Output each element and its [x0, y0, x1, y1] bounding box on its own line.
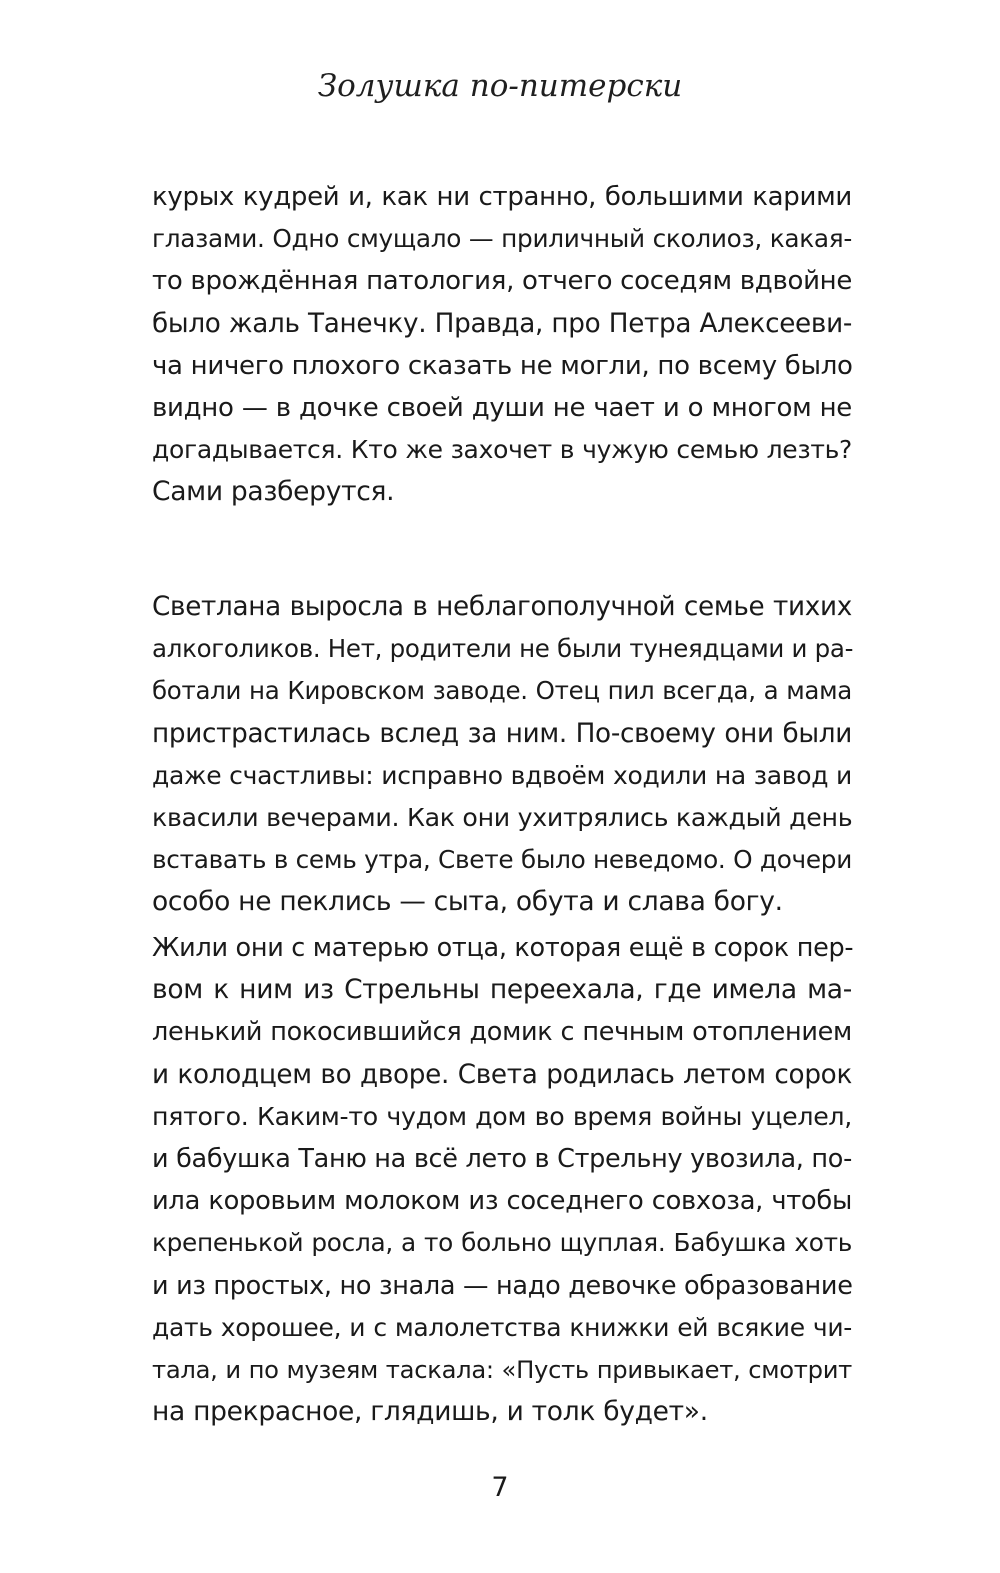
running-header-title: Золушка по-питерски	[317, 68, 683, 104]
text-line: и колодцем во дворе. Света родилась летом сорок	[152, 1059, 852, 1090]
text-line: ила коровьим молоком из соседнего совхоза, чтобы	[152, 1186, 852, 1217]
text-line: пристрастилась вслед за ним. По-своему они были	[152, 718, 852, 749]
text-line: было жаль Танечку. Правда, про Петра Алексееви-	[152, 308, 852, 339]
text-line: даже счастливы: исправно вдвоём ходили на завод и	[152, 760, 852, 790]
paragraph-3	[152, 927, 852, 1433]
text-line: квасили вечерами. Как они ухитрялись каждый день	[152, 802, 853, 832]
text-line: и из простых, но знала — надо девочке образование	[152, 1270, 853, 1301]
paragraph-1	[152, 176, 852, 514]
text-line: вставать в семь утра, Свете было неведомо. О дочери	[152, 845, 852, 875]
text-line: видно — в дочке своей души не чает и о многом не	[152, 392, 852, 423]
text-line: ча ничего плохого сказать не могли, по всему было	[152, 350, 853, 381]
text-line: курых кудрей и, как ни странно, большими карими	[152, 182, 852, 212]
text-line: дать хорошее, и с малолетства книжки ей всякие чи-	[152, 1312, 852, 1342]
text-line: Светлана выросла в неблагополучной семье тихих	[152, 592, 852, 622]
text-line: тала, и по музеям таскала: «Пусть привыкает, смотрит	[152, 1354, 852, 1384]
text-line: догадывается. Кто же захочет в чужую семью лезть?	[152, 435, 852, 465]
text-line-last: особо не пеклись — сыта, обута и слава богу.	[152, 886, 783, 918]
text-line: ботали на Кировском заводе. Отец пил всегда, а мама	[152, 676, 852, 706]
text-line: вом к ним из Стрельны переехала, где имела ма-	[152, 974, 852, 1006]
paragraph-2	[152, 586, 852, 924]
text-line: и бабушка Таню на всё лето в Стрельну увозила, по-	[152, 1143, 852, 1174]
text-line: то врождённая патология, отчего соседям вдвойне	[152, 266, 853, 297]
text-line: ленький покосившийся домик с печным отоплением	[152, 1017, 852, 1048]
page-number: 7	[491, 1472, 509, 1503]
text-line: пятого. Каким-то чудом дом во время войны уцелел,	[152, 1101, 852, 1131]
text-line: алкоголиков. Нет, родители не были тунеядцами и ра-	[152, 634, 854, 664]
text-line: крепенькой росла, а то больно щуплая. Бабушка хоть	[152, 1228, 852, 1258]
text-line: глазами. Одно смущало — приличный сколиоз, какая-	[152, 224, 852, 254]
text-line: Жили они с матерью отца, которая ещё в сорок пер-	[152, 933, 854, 963]
text-line-last: на прекрасное, глядишь, и толк будет».	[152, 1396, 708, 1428]
text-line-last: Сами разберутся.	[152, 476, 395, 508]
